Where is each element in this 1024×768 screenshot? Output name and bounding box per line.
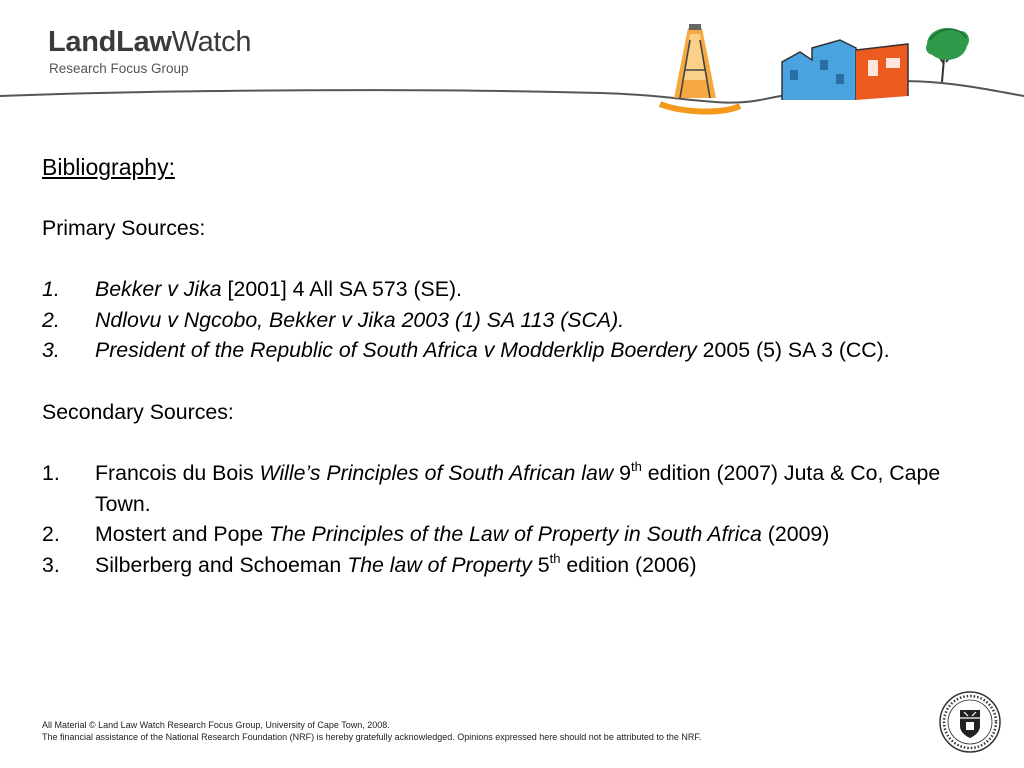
list-item: [42, 519, 992, 550]
list-number: 2.: [42, 307, 60, 332]
list-item: [42, 550, 992, 581]
author-text: Silberberg and Schoeman: [95, 552, 348, 577]
list-number: 2.: [42, 522, 60, 546]
university-seal-icon: [938, 690, 1002, 754]
primary-sources-title: Primary Sources:: [42, 215, 206, 240]
citation-text: [2001] 4 All SA 573 (SE).: [221, 277, 462, 301]
copyright-text: All Material © Land Law Watch Research Focus Group, University of Cape Town, 2008.: [42, 720, 390, 730]
logo-wordmark: [48, 26, 251, 58]
acknowledgement-text: The financial assistance of the National Research Foundation (NRF) is hereby gratefully acknowledged. Opinions expressed here should not be attributed to the NRF.: [42, 731, 702, 742]
list-number: 1.: [42, 277, 60, 301]
author-text: Mostert and Pope: [95, 522, 270, 546]
citation-italic: Ndlovu v Ngcobo, Bekker v Jika 2003 (1) SA 113 (SCA).: [95, 307, 625, 332]
list-item: [42, 335, 992, 366]
secondary-sources-list: [42, 458, 992, 580]
book-title: The law of Property: [347, 552, 532, 577]
list-item: [42, 305, 992, 336]
logo-bold-text: LandLaw: [48, 26, 172, 58]
ordinal-suffix: th: [549, 550, 561, 566]
edition-text: edition (2006): [560, 552, 697, 577]
citation-italic: Bekker v Jika: [95, 277, 222, 301]
citation-italic: President of the Republic of South Africa v Modderklip Boerdery: [95, 338, 697, 362]
houses-icon: [782, 40, 908, 100]
edition-text: edition (2007) Juta & Co, Cape Town.: [95, 461, 941, 516]
list-item: [42, 458, 992, 519]
book-title: The Principles of the Law of Property in South Africa: [269, 522, 762, 546]
page-title: Bibliography:: [42, 154, 175, 180]
list-number: 3.: [42, 552, 60, 577]
footer: [42, 720, 701, 743]
ordinal-suffix: th: [631, 459, 642, 474]
list-item: [42, 274, 992, 305]
list-number: 1.: [42, 461, 60, 485]
edition-number: 9: [613, 461, 632, 485]
tree-icon: [926, 28, 969, 82]
bibliography-content: [42, 152, 992, 580]
secondary-sources-title: Secondary Sources:: [42, 399, 234, 424]
primary-sources-list: [42, 274, 992, 366]
book-title: Wille’s Principles of South African law: [259, 461, 614, 485]
logo-light-text: Watch: [171, 26, 252, 58]
citation-text: 2005 (5) SA 3 (CC).: [696, 338, 890, 362]
logo-subtitle: Research Focus Group: [49, 61, 189, 76]
list-number: 3.: [42, 338, 60, 362]
logo: [48, 26, 251, 76]
edition-text: (2009): [761, 522, 830, 546]
edition-number: 5: [531, 552, 550, 577]
author-text: Francois du Bois: [95, 461, 260, 485]
